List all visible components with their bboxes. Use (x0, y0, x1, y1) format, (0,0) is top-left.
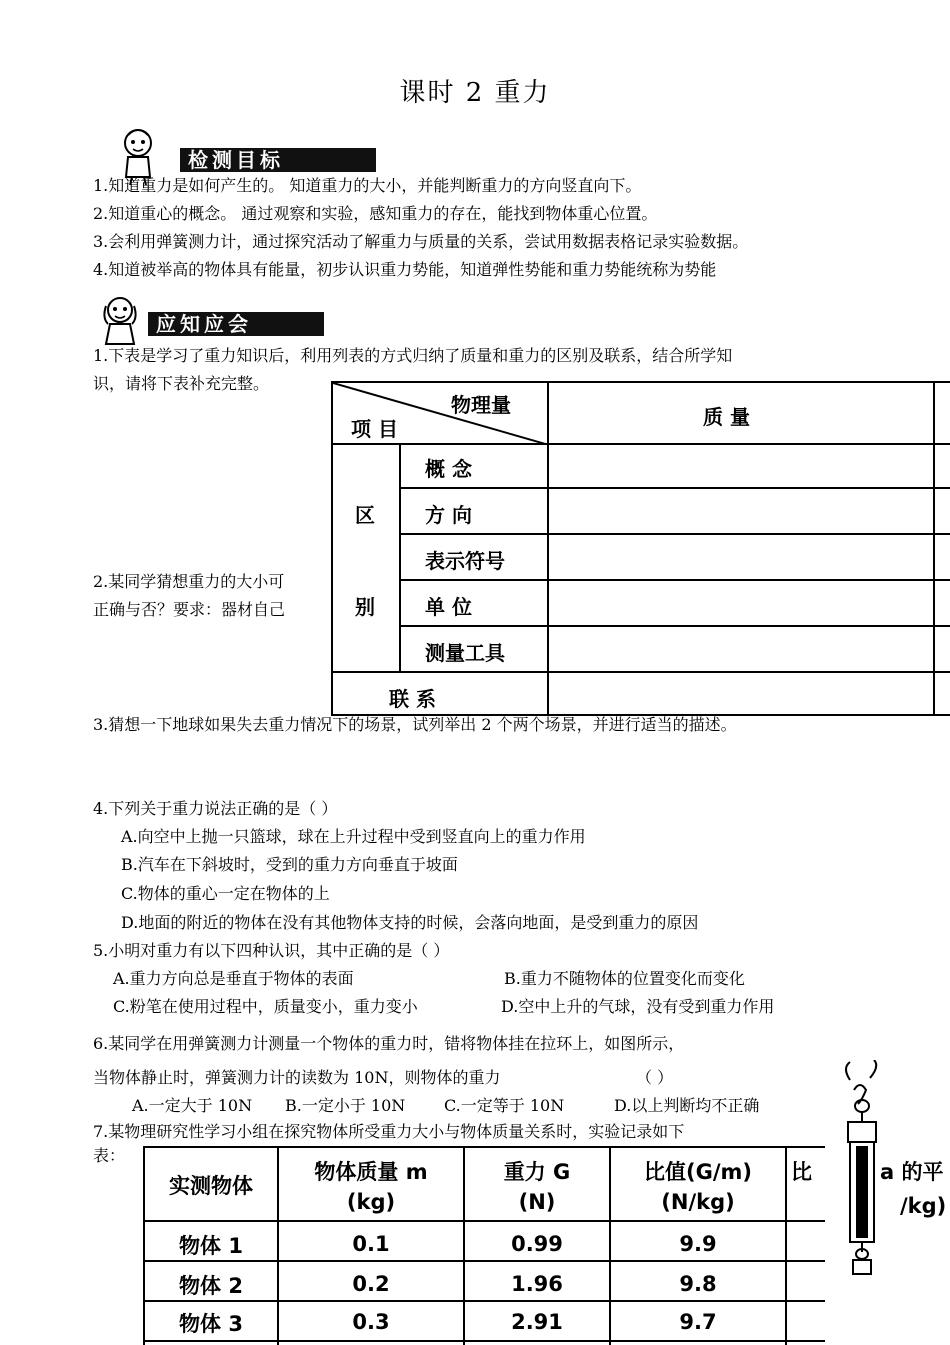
row-symbol: 表示符号 (425, 549, 505, 573)
col-header-mass-unit: (kg) (346, 1190, 396, 1214)
header-mass: 质 量 (703, 405, 750, 429)
q4-stem: 4.下列关于重力说法正确的是（ ） (93, 799, 338, 818)
header-item: 项 目 (351, 417, 398, 441)
mass-gravity-table (331, 381, 950, 716)
gravity-mass-data-table (143, 1146, 825, 1345)
row-tool: 测量工具 (425, 641, 505, 665)
cell-object-1: 物体 1 (179, 1234, 243, 1258)
q4-option-d: D.地面的附近的物体在没有其他物体支持的时候，会落向地面，是受到重力的原因 (121, 913, 699, 932)
col-header-gravity: 重力 G (503, 1160, 571, 1184)
cell-gravity-2: 1.96 (511, 1272, 563, 1296)
section-banner-knowledge: 应知应会 (148, 312, 324, 336)
q5-option-b: B.重力不随物体的位置变化而变化 (504, 969, 745, 988)
cell-ratio-3: 9.7 (679, 1310, 717, 1334)
goal-item-2: 2.知道重心的概念。 通过观察和实验，感知重力的存在，能找到物体重心位置。 (93, 204, 658, 223)
q6-line1: 6.某同学在用弹簧测力计测量一个物体的重力时，错将物体挂在拉环上，如图所示， (93, 1034, 685, 1053)
q4-option-c: C.物体的重心一定在物体的上 (121, 884, 330, 903)
q6-answer-blank: （ ） (636, 1068, 674, 1087)
q5-option-c: C.粉笔在使用过程中，质量变小，重力变小 (113, 997, 418, 1016)
q5-option-a: A.重力方向总是垂直于物体的表面 (113, 969, 354, 988)
q6-line2: 当物体静止时，弹簧测力计的读数为 10N，则物体的重力 (93, 1068, 501, 1087)
goal-item-4: 4.知道被举高的物体具有能量，初步认识重力势能，知道弹性势能和重力势能统称为势能 (93, 260, 717, 279)
cell-mass-3: 0.3 (352, 1310, 390, 1334)
cell-gravity-3: 2.91 (511, 1310, 563, 1334)
q1-line1: 1.下表是学习了重力知识后，利用列表的方式归纳了质量和重力的区别及联系，结合所学知 (93, 346, 733, 365)
cell-object-2: 物体 2 (179, 1274, 243, 1298)
q2-line1: 2.某同学猜想重力的大小可 (93, 572, 285, 591)
q6-option-b: B.一定小于 10N (285, 1096, 406, 1115)
goal-item-1: 1.知道重力是如何产生的。 知道重力的大小，并能判断重力的方向竖直向下。 (93, 176, 642, 195)
col-header-ratio: 比值(G/m) (644, 1160, 752, 1184)
cartoon-girl-icon (98, 294, 142, 346)
cell-ratio-2: 9.8 (679, 1272, 717, 1296)
col-header-gravity-unit: (N) (518, 1190, 556, 1214)
col-header-cut: 比 (791, 1160, 812, 1184)
goal-item-3: 3.会利用弹簧测力计，通过探究活动了解重力与质量的关系，尝试用数据表格记录实验数据。 (93, 232, 749, 251)
cell-ratio-1: 9.9 (679, 1232, 717, 1256)
q5-option-d: D.空中上升的气球，没有受到重力作用 (501, 997, 775, 1016)
table-cut-header-top: a 的平 (880, 1160, 944, 1184)
q5-stem: 5.小明对重力有以下四种认识，其中正确的是（ ） (93, 941, 450, 960)
group-label-diff-1: 区 (355, 503, 375, 527)
row-relation: 联 系 (389, 687, 436, 711)
q3-text: 3.猜想一下地球如果失去重力情况下的场景，试列举出 2 个两个场景，并进行适当的描述。 (93, 715, 737, 734)
col-header-ratio-unit: (N/kg) (661, 1190, 735, 1214)
cell-object-3: 物体 3 (179, 1312, 243, 1336)
row-direction: 方 向 (425, 503, 472, 527)
group-label-diff-2: 别 (355, 595, 375, 619)
q6-option-d: D.以上判断均不正确 (614, 1096, 760, 1115)
table-cut-header-bottom: /kg) (900, 1194, 947, 1218)
q1-line2: 识，请将下表补充完整。 (93, 374, 270, 393)
header-physical-quantity: 物理量 (451, 393, 511, 417)
col-header-mass: 物体质量 m (314, 1160, 428, 1184)
cell-mass-2: 0.2 (352, 1272, 390, 1296)
q4-option-b: B.汽车在下斜坡时，受到的重力方向垂直于坡面 (121, 855, 458, 874)
row-unit: 单 位 (425, 595, 472, 619)
page-title: 课时 2 重力 (399, 78, 551, 108)
q6-option-c: C.一定等于 10N (444, 1096, 565, 1115)
q7-line1: 7.某物理研究性学习小组在探究物体所受重力大小与物体质量关系时，实验记录如下 (93, 1122, 685, 1141)
q2-line2: 正确与否？要求：器材自己 (93, 600, 286, 619)
q6-option-a: A.一定大于 10N (132, 1096, 253, 1115)
cell-mass-1: 0.1 (352, 1232, 390, 1256)
col-header-object: 实测物体 (169, 1174, 253, 1198)
section-banner-goals: 检测目标 (180, 148, 376, 172)
row-concept: 概 念 (425, 457, 472, 481)
q7-line2: 表： (93, 1146, 126, 1165)
cell-gravity-1: 0.99 (511, 1232, 563, 1256)
q4-option-a: A.向空中上抛一只篮球，球在上升过程中受到竖直向上的重力作用 (121, 827, 586, 846)
